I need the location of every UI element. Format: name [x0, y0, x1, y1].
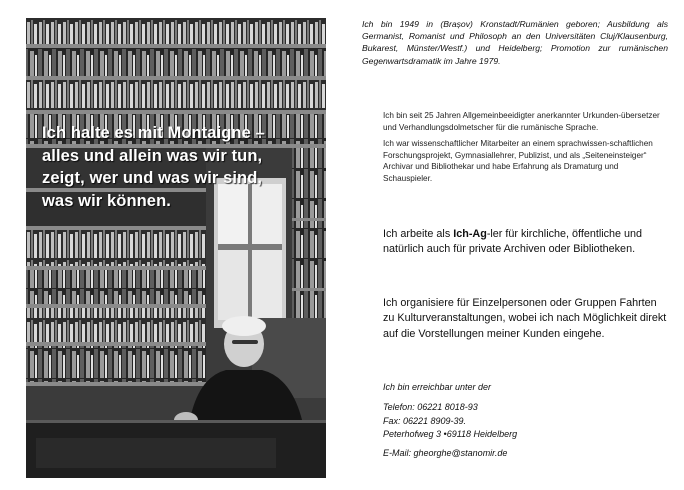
ich-ag-bold: Ich-Ag: [453, 228, 487, 240]
quote-line: zeigt, wer und was wir sind,: [42, 169, 263, 187]
translator-paragraph: Ich bin seit 25 Jahren Allgemeinbeeidigter anerkannter Urkunden-übersetzer und Verhandlungsdolmetscher für die rumänische Sprache.: [383, 111, 660, 132]
contact-fax: Fax: 06221 8909-39.: [383, 415, 467, 426]
biography-paragraph: Ich bin 1949 in (Brașov) Kronstadt/Rumänien geboren; Ausbildung als Germanist, Romanist und Philosoph an den Universitäten Cluj/Klausenburg, Bukarest, Münster/Westf.) und Heidelberg; Promotion zur rumänischen Gegenwartsdramatik im Jahre 1979.: [362, 19, 668, 66]
ich-ag-paragraph: [383, 227, 667, 258]
quote-line: Ich halte es mit Montaigne –: [42, 124, 265, 142]
trips-paragraph: Ich organisiere für Einzelpersonen oder Gruppen Fahrten zu Kulturveranstaltungen, wobei ich nach Möglichkeit direkt auf die Vorstellungen meiner Kunden eingehe.: [383, 297, 667, 340]
ich-ag-pre: Ich arbeite als: [383, 228, 454, 240]
montaigne-quote: [42, 122, 322, 212]
contact-address: Peterhofweg 3 •69118 Heidelberg: [383, 429, 518, 439]
contact-phone: Telefon: 06221 8018-93: [383, 402, 478, 412]
contact-intro: Ich bin erreichbar unter der: [383, 382, 492, 392]
quote-line: alles und allein was wir tun,: [42, 146, 263, 165]
ich-ag-post: -ler für kirchliche, öffentliche und natürlich auch für private Archiven oder Bibliotheken.: [383, 228, 643, 256]
experience-section: [383, 110, 667, 190]
contact-email[interactable]: E-Mail: gheorghe@stanomir.de: [383, 447, 508, 458]
career-paragraph: Ich war wissenschaftlicher Mitarbeiter an einem sprachwissen-schaftlichen Forschungsprojekt, Gymnasiallehrer, Publizist, und als „Seiteneinsteiger“ Archivar und Bibliothekar und habe Erfahrung als Dramaturg und Schauspieler.: [383, 139, 653, 183]
library-photo: [26, 18, 326, 478]
contact-block: [383, 382, 667, 458]
quote-line: was wir können.: [42, 191, 171, 210]
library-photo-drawing: [26, 18, 326, 478]
